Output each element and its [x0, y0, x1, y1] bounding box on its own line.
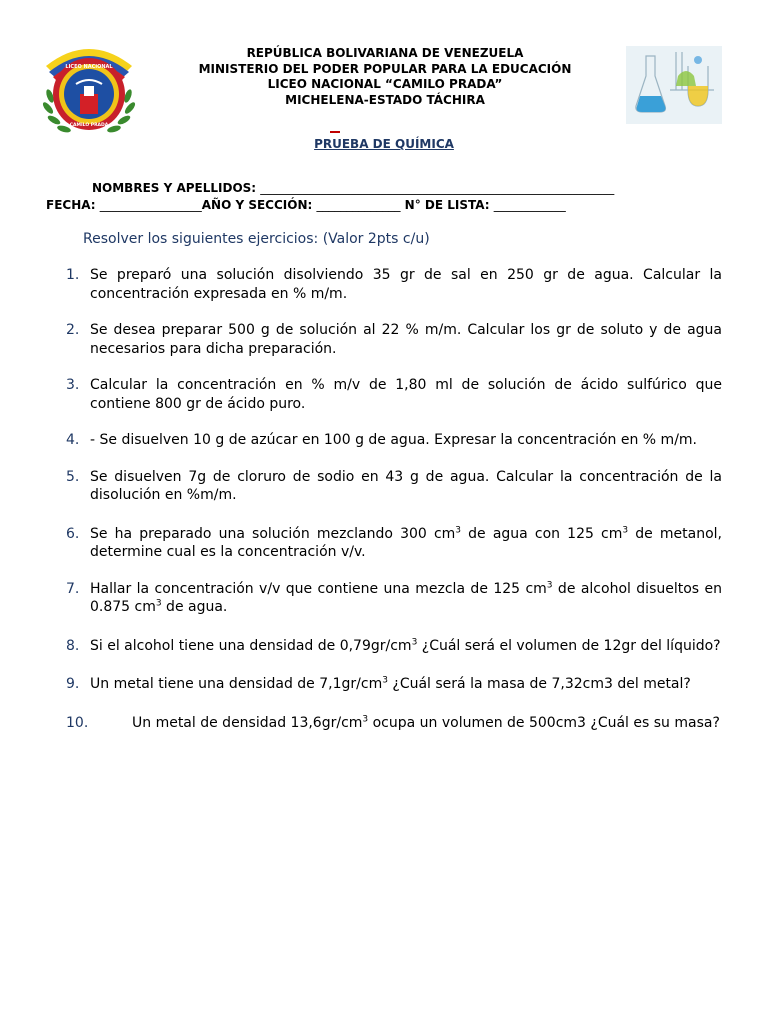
instruction-text: Resolver los siguientes ejercicios: (Valor 2pts c/u) — [83, 231, 430, 247]
institution-header — [150, 46, 620, 108]
exercise-text: - Se disuelven 10 g de azúcar en 100 g de agua. Expresar la concentración en % m/m. — [90, 432, 697, 448]
exercise-number: 2. — [66, 322, 80, 338]
header-line-republic: REPÚBLICA BOLIVARIANA DE VENEZUELA — [246, 46, 524, 60]
exercise-item — [66, 637, 722, 656]
exercise-item — [66, 468, 722, 505]
exercise-item — [66, 266, 722, 303]
exercise-number: 10. — [66, 714, 89, 731]
exercise-number: 6. — [66, 525, 80, 542]
header-line-school: LICEO NACIONAL “CAMILO PRADA” — [267, 77, 503, 91]
exercise-item — [66, 714, 722, 733]
exam-title-block — [0, 137, 768, 151]
exercise-number: 3. — [66, 377, 80, 393]
list-number-blank[interactable]: ____________ — [493, 198, 566, 212]
exercise-number: 9. — [66, 676, 80, 692]
date-section-list-fields — [46, 198, 566, 212]
chemistry-flasks-image — [626, 46, 722, 124]
svg-text:LICEO NACIONAL: LICEO NACIONAL — [65, 64, 113, 70]
date-blank[interactable]: _________________ — [99, 198, 202, 212]
exercise-item — [66, 321, 722, 358]
exercise-number: 1. — [66, 267, 80, 283]
title-mark — [330, 131, 340, 133]
year-section-blank[interactable]: ______________ — [316, 198, 401, 212]
exercise-text: Calcular la concentración en % m/v de 1,80 ml de solución de ácido sulfúrico que contiene 800 gr de ácido puro. — [90, 377, 722, 412]
exercise-text: Se desea preparar 500 g de solución al 22 % m/m. Calcular los gr de soluto y de agua necesarios para dicha preparación. — [90, 322, 722, 357]
exercise-list — [66, 266, 722, 750]
header-line-ministry: MINISTERIO DEL PODER POPULAR PARA LA EDUCACIÓN — [198, 61, 572, 76]
exam-title: PRUEBA DE QUÍMICA — [314, 137, 454, 151]
exercise-text: Hallar la concentración v/v que contiene una mezcla de 125 $cm^3$ de alcohol disueltos en 0.875 $cm^3$ de agua. — [90, 579, 722, 615]
exercise-item — [66, 675, 722, 694]
list-number-label: N° DE LISTA: — [404, 198, 490, 212]
exercise-text: Se preparó una solución disolviendo 35 gr de sal en 250 gr de agua. Calcular la concentración expresada en % m/m. — [90, 267, 722, 302]
header-line-location: MICHELENA-ESTADO TÁCHIRA — [285, 92, 485, 107]
exercise-text: Se ha preparado una solución mezclando 300 $cm^3$ de agua con 125 $cm^3$ de metanol, determine cual es la concentración v/v. — [90, 524, 722, 560]
exercise-text: Se disuelven 7g de cloruro de sodio en 43 g de agua. Calcular la concentración de la disolución en %m/m. — [90, 468, 722, 503]
svg-text:CAMILO PRADA: CAMILO PRADA — [69, 123, 109, 128]
exercise-text: Un metal tiene una densidad de $7,1gr/cm^3$ ¿Cuál será la masa de 7,32cm3 del metal? — [90, 675, 691, 692]
exercise-number: 5. — [66, 468, 80, 485]
exercise-item — [66, 580, 722, 617]
exercise-number: 8. — [66, 637, 80, 654]
exercise-item — [66, 431, 722, 450]
school-logo — [36, 36, 142, 142]
exercise-number: 4. — [66, 432, 80, 448]
year-section-label: AÑO Y SECCIÓN: — [201, 198, 313, 212]
names-blank[interactable]: ___________________________________________________________ — [260, 181, 615, 195]
exercise-item — [66, 525, 722, 562]
names-label: NOMBRES Y APELLIDOS: — [92, 181, 257, 195]
exercise-number: 7. — [66, 580, 80, 597]
names-field — [92, 181, 614, 195]
exercise-text: Si el alcohol tiene una densidad de $0,79gr/cm^3$ ¿Cuál será el volumen de 12gr del líquido? — [90, 636, 721, 654]
date-label: FECHA: — [46, 198, 96, 212]
exercise-text: Un metal de densidad $13,6gr/cm^3$ ocupa un volumen de 500cm3 ¿Cuál es su masa? — [132, 713, 720, 731]
exercise-item — [66, 376, 722, 413]
